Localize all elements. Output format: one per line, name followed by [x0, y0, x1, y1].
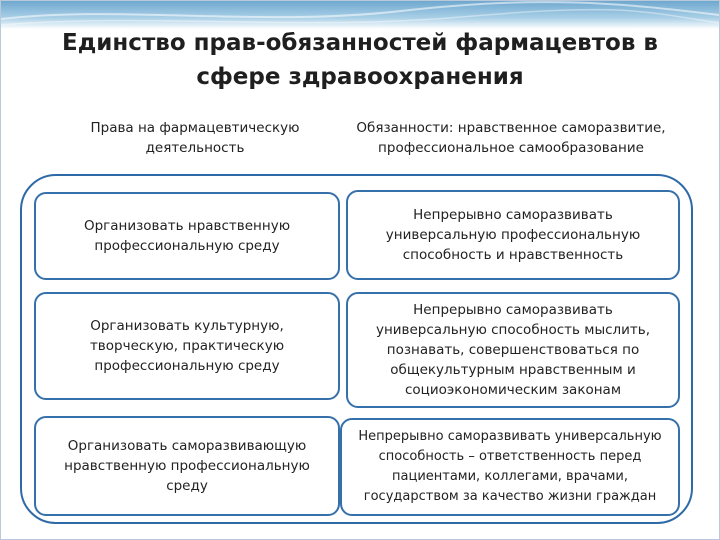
duty-box-2-line-1: Непрерывно саморазвивать [413, 302, 613, 318]
duty-box-3-line-3: пациентами, коллегами, врачами, [392, 469, 628, 484]
rights-header-line-2: деятельность [145, 140, 245, 156]
right-box-3-line-2: нравственную профессиональную [64, 458, 310, 474]
right-box-2-line-3: профессиональную среду [94, 358, 280, 374]
rights-header-line-1: Права на фармацевтическую [90, 120, 300, 136]
right-box-3 [34, 416, 340, 516]
right-box-2-line-1: Организовать культурную, [90, 318, 284, 334]
duty-box-3 [340, 418, 680, 516]
slide-title [20, 26, 700, 94]
slide-title-line-1: Единство прав-обязанностей фармацевтов в [62, 30, 658, 56]
duty-box-2-line-4: общекультурным нравственным и [390, 362, 636, 378]
rights-column-header [70, 118, 320, 158]
right-box-2-line-2: творческую, практическую [89, 338, 285, 354]
duties-column-header [336, 118, 686, 158]
right-box-1-line-1: Организовать нравственную [83, 218, 291, 234]
right-box-3-line-1: Организовать саморазвивающую [67, 438, 307, 454]
duty-box-2-line-2: универсальную способность мыслить, [375, 322, 651, 338]
right-box-3-line-3: среду [166, 478, 208, 494]
duty-box-1-line-2: универсальную профессиональную [385, 227, 641, 243]
slide-title-line-2: сфере здравоохранения [196, 64, 524, 90]
right-box-2 [34, 292, 340, 400]
duties-header-line-2: профессиональное самообразование [378, 140, 644, 156]
decorative-header-band [1, 1, 719, 29]
duty-box-1 [346, 190, 680, 280]
duty-box-2-line-5: социоэкономическим законам [404, 382, 622, 398]
duty-box-1-line-3: способность и нравственность [402, 247, 624, 263]
duty-box-3-line-4: государством за качество жизни граждан [363, 489, 657, 504]
duty-box-1-line-1: Непрерывно саморазвивать [413, 207, 613, 223]
duty-box-3-line-2: способность – ответственность перед [378, 449, 642, 464]
right-box-1 [34, 192, 340, 280]
duties-header-line-1: Обязанности: нравственное саморазвитие, [356, 120, 666, 136]
duty-box-2-line-3: познавать, совершенствоваться по [386, 342, 640, 358]
duty-box-2 [346, 292, 680, 408]
duty-box-3-line-1: Непрерывно саморазвивать универсальную [358, 429, 662, 444]
right-box-1-line-2: профессиональную среду [94, 238, 280, 254]
